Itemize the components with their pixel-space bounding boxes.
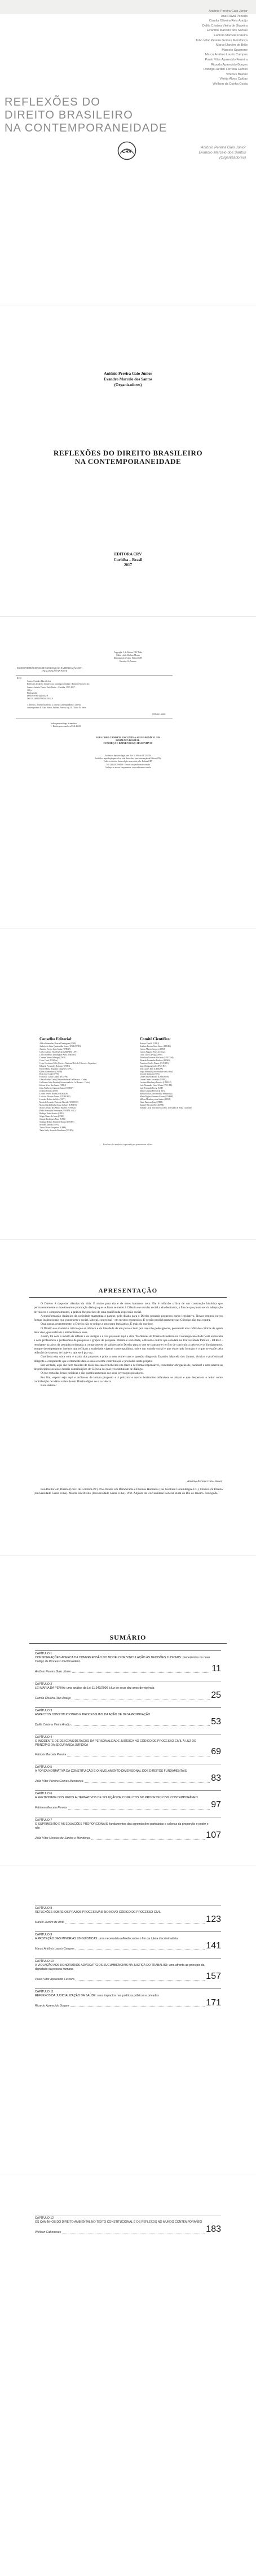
editorial-member: Tania Suely Azevedo Brasileiro (UFOPA) xyxy=(39,1129,74,1132)
toc-chapter-label: CAPÍTULO 4 xyxy=(35,1735,52,1739)
peer-review-note: Este livro foi avaliado e aprovado por pareceristas ad hoc. xyxy=(103,1144,153,1146)
cover-title-line: NA CONTEMPORANEIDADE xyxy=(5,122,167,134)
toc-entry xyxy=(35,1764,221,1784)
presentation-paragraph: Em verdade, aqui são bem maiores de mais nas suas trincheiras em dizer a de forma responsável, com maior obrigação de, nacional e uma alterna as de princípios sociais e demais contribuições de Ciência do qual reconstituíram de diálogo. xyxy=(34,1363,223,1371)
legal-line: Todos os direitos desta edição reservados pela: Editora CRV xyxy=(103,760,153,763)
cip-title-line: CATALOGAÇÃO NA FONTE xyxy=(42,670,68,673)
title-page-author-line: (Organizadores) xyxy=(114,383,142,387)
toc-chapter-title: O SUPRIMENTO E AS EQUAÇÕES PROPORCIONAIS: fundamentos das agremiações partidárias e calorias da proporção e poder e não xyxy=(35,1823,209,1830)
toc-leader-dots xyxy=(85,1782,210,1783)
scientific-member-list xyxy=(140,1042,191,1110)
toc-author-line xyxy=(35,1941,221,1951)
toc-chapter-title: LEI MARIA DA PENHA: uma análise da Lei 11.340/2006 à luz de seus dez anos de vigência xyxy=(35,1686,155,1690)
editorial-member: Jailson Alves dos Santos (UFRJ) xyxy=(39,1084,67,1087)
presentation-paragraph: O que recta das letras jurídicas e são questionamentos aos seus jovens pesquisadores. xyxy=(41,1372,144,1375)
editorial-member: Josania Portela (UFPI) xyxy=(39,1090,58,1093)
presentation-paragraph: Assim, foi com o intuito de refletir o de instigar e é rica possuem aqui e obra "Reflexões do Direito Brasileiro na Contemporaneidade" está elaborada e com professores e professores de pesquisas e grupos de pesquisa. Direito e sociedade, o Brasil e outros que estudam na Universidade Pública - UFRRJ - resultante na ativa da pesquisa orientada a comprometer de valores pelo Direito para o que se transporte no fito de curriculo a pétreos e os fundamentos, sempre desempenarem inteiros que reflitam a sociedade vigente contemporânea, sobre um mundo social e que encerrado formam e o que se expõe pela reflexão do sistema, de hoje e o que será pra vez. xyxy=(34,1335,223,1355)
editorial-member: Francisco Carlos Duarte (PUC-PR) xyxy=(39,1076,68,1079)
toc-chapter-title: REFLEXOS DA JUDICIALIZAÇÃO DA SAÚDE: seus impactos nas políticas públicas e privadas xyxy=(35,1994,159,1997)
toc-page-number: 53 xyxy=(211,1716,221,1727)
table-of-contents-page xyxy=(0,1865,256,2175)
presentation-title: APRESENTAÇÃO xyxy=(98,1287,158,1294)
editorial-member: Lídia de Oliveira Xavier (UNIEURO) xyxy=(39,1096,70,1098)
cover-author: Ana Flávia Penedo xyxy=(220,14,248,18)
toc-chapter-label: CAPÍTULO 9 xyxy=(35,1933,52,1937)
editorial-member: Maria Lília Imbiriba Sousa Colares (UFOPA) xyxy=(39,1103,77,1106)
table-of-contents-page xyxy=(0,1556,256,1865)
presentation-page xyxy=(0,1239,256,1556)
toc-entry xyxy=(35,1734,221,1758)
toc-author-line xyxy=(35,1800,221,1810)
scientific-member: Omar Barbosa Tomé (FEPI) xyxy=(140,1101,163,1104)
scientific-member: Antônio Pereira Gaio Júnior (UFRRJ) xyxy=(140,1045,171,1048)
editorial-member: Élsio José Corá (UFFS) xyxy=(39,1073,59,1076)
scientific-member: Carlos Augusto Alves de Souza xyxy=(140,1050,166,1053)
scientific-member: Andrea Zanella (UFRJ) xyxy=(140,1042,159,1045)
editorial-member: Antônio Pereira Gaio Júnior (UFRRJ) xyxy=(39,1048,70,1050)
cover-author: João Vítor Pereira Gomes Mendonça xyxy=(195,38,248,42)
editorial-member: Carlos Federico Domínguez Avila (Unieuro) xyxy=(39,1053,76,1056)
scientific-member: Luiz Fernando Rocha (USP) xyxy=(140,1087,164,1090)
toc-chapter-label: CAPÍTULO 5 xyxy=(35,1765,52,1769)
copyright-line: Editor-chefe: Railson Moura xyxy=(116,654,140,657)
catalog-index xyxy=(17,722,186,728)
title-page-author-line: Antônio Pereira Gaio Júnior xyxy=(104,371,152,376)
cip-line: Bibliografia xyxy=(27,692,37,695)
title-page-title-line: NA CONTEMPORANEIDADE xyxy=(74,457,182,466)
copyright-line: Diagramação e Capa: Editora CRV xyxy=(113,657,143,660)
legal-line: Tel.: (41) 3039-6418 - E-mail: sac@editoracrv.com.br xyxy=(106,763,150,766)
toc-chapter-label: CAPÍTULO 12 xyxy=(35,2216,54,2220)
cover-author: Camila Oliveira Reis Araújo xyxy=(209,19,248,23)
scientific-member: Maria Rocha (Universidade de Brasília) xyxy=(140,1093,173,1096)
toc-entry-rule xyxy=(35,1958,221,1959)
scientific-member: Luciana Mendonça Ferreira (UNIFAP) xyxy=(140,1081,171,1084)
toc-chapter-title: OS CAMINHOS DO DIREITO AMBIENTAL NO TEXTO CONSTITUCIONAL E OS REFLEXOS NO MUNDO CONTEMPORÂNEO xyxy=(35,2220,202,2224)
cover-author: Vitória Alves Caldas xyxy=(219,77,248,81)
editorial-member: Rodrigo Pratte-Santos (UFES) xyxy=(39,1112,64,1115)
toc-leader-dots xyxy=(76,1980,205,1981)
cip-line: R332 xyxy=(17,677,21,680)
toc-entry-rule xyxy=(35,1931,221,1932)
presentation-author-bio: Pós-Doutor em Direito (Univ. de Coimbra-PT). Pós-Doutor em Democracia e Direitos Humanos (Ius Gentium Conimbrigae-CG). Doutor em Direito (Universidade Gama Filho). Mestre em Direito (Universidade Gama Filho). Prof. Adjunto da Universidade Federal Rural do Rio de Janeiro. Advogado. xyxy=(34,1488,223,1496)
toc-entry xyxy=(35,1681,221,1701)
cover-author: Evandro Marcelo dos Santos xyxy=(207,29,248,33)
toc-chapter-author: Camila Oliveira Reis Araújo xyxy=(35,1696,71,1700)
toc-entry xyxy=(35,2215,221,2235)
editorial-member-list xyxy=(39,1042,96,1132)
toc-page-number: 97 xyxy=(211,1800,221,1810)
toc-leader-dots xyxy=(68,1809,210,1810)
book-cover xyxy=(0,0,256,305)
toc-page-number: 69 xyxy=(211,1747,221,1757)
toc-author-line xyxy=(35,1915,221,1925)
cip-line: Reflexões do direito brasileiro na contemporaneidade / Evandro Marcelo dos xyxy=(27,683,90,686)
toc-entry xyxy=(35,1707,221,1727)
cover-author: Marcel Jardim de Brito xyxy=(216,43,248,47)
presentation-paragraph: Coordena esta obra com e maior dos prazeres e pilos a seus entrevistas e questão diagnosis Evandro Marcelo dos Santos, técnico e profissional diligente e competente que certamente dará a sua a enorme contribuição e prestadio neste projeto. xyxy=(34,1355,223,1363)
toc-chapter-author: Marco Antônio Laurio Campos xyxy=(35,1947,74,1951)
cip-line: Santos, Antônio Pereira Gaio Júnior – Curitiba: CRV, 2017. xyxy=(27,686,76,689)
presentation-paragraph: Qual pauta, recentemente, o Direito não se redute a um corpo legislativo. É mais do que isto. xyxy=(41,1322,153,1326)
presentation-paragraph: O Direito é o exercício crítico que se oferece e da liberdade de um povo e bem por isso não pode ignorar, possuindo elas reflexões críticas de quem dele vive, que realizam e alimentam os seus. xyxy=(34,1326,223,1334)
toc-page-number: 171 xyxy=(206,1997,221,2008)
cover-author: Wellson da Cunha Costa xyxy=(213,82,248,86)
crv-logo-text: CRV xyxy=(122,149,132,154)
toc-chapter-label: CAPÍTULO 1 xyxy=(35,1652,52,1655)
toc-entry xyxy=(35,1817,221,1841)
presentation-paragraph: O Direito é daquelas ciências da vida. É muito para ela e de seres humanos nela. Ele é reflexão crítica de um construção histórica que permanentemente o movimento e promoção dialogo que se fazer se meter à Ciência e e secular social a ela destinada, à fim de que possa servir adequação de valores e comportamentos, a prática lhe precisos de uma qualificada expressão social. xyxy=(34,1302,223,1314)
editorial-member: Carmen Tereza Velanga (UNIR) xyxy=(39,1056,66,1059)
scientific-member: Carlos Alberto Amparo (UFRJ) xyxy=(140,1048,166,1050)
scientific-member: Francisco Carlos Duarte (PUC-PR) xyxy=(140,1062,169,1064)
editorial-member: Maria Cristina dos Santos Bezerra (UFSCar) xyxy=(39,1106,76,1109)
editorial-council-page xyxy=(0,928,256,1239)
toc-page-number: 83 xyxy=(211,1773,221,1784)
editorial-member: Aldira Guimarães Duarte Domínguez (UNB) xyxy=(39,1042,76,1045)
toc-author-line xyxy=(35,1747,221,1757)
cover-title xyxy=(5,96,167,135)
toc-chapter-label: CAPÍTULO 8 xyxy=(35,1907,52,1910)
toc-entry xyxy=(35,1958,221,1982)
editorial-member: Leonel Severo Rocha (UNISINOS) xyxy=(39,1093,68,1096)
toc-author-line xyxy=(35,1773,221,1784)
editorial-member: Sydione Santos (UEPG) xyxy=(39,1123,59,1126)
cover-organizers xyxy=(161,146,246,160)
editorial-member: Carlos Alberto Vilar Estêvão (UMINHO – PT) xyxy=(39,1050,78,1053)
cip-line: 140 p. xyxy=(27,689,32,691)
cip-rule-bottom xyxy=(16,718,173,719)
presentation-paragraph: A transformação dinâmica da sociedade magnetiza o parque, pelo ditado para o Direito pensado pequenos corpo legislativo. Novos tempos, novos formas institucionais que constroem o social, laboral, contextual - em mesmo expressivo. É versão prodigiosamente nas Ciências não mas contra. xyxy=(34,1314,223,1322)
toc-chapter-author: Ricardo Aparecido Borges xyxy=(35,2004,69,2008)
scientific-member: Linara Oeiras Assunção (UFPA) xyxy=(140,1079,166,1081)
editorial-member: Maria de Lourdes Pinto de Almeida (UNOESC) xyxy=(39,1101,79,1104)
scientific-member: Leonel Severo Rocha (UNISINOS) xyxy=(140,1076,169,1079)
toc-entry xyxy=(35,1988,221,2008)
cdd-number: CDD 341.46581 xyxy=(152,713,166,716)
editorial-member: Andréia da Silva Quintanilha Sousa (UNIR/UFRN) xyxy=(39,1045,82,1048)
toc-page-number: 107 xyxy=(206,1830,221,1841)
toc-chapter-author: Fabíola Marcela Pereira xyxy=(35,1753,67,1757)
ebook-line: FORMATO DIGITAL. xyxy=(116,739,140,742)
legal-line: Conheça os nossos lançamentos: www.editoracrv.com.br xyxy=(105,766,151,769)
copyright-page xyxy=(0,616,256,928)
cover-title-line: DIREITO BRASILEIRO xyxy=(5,109,133,121)
scientific-member: Maria Cristina Pereira da Silva xyxy=(140,1090,165,1093)
cip-rule-top xyxy=(16,675,173,676)
scientific-member: Ingo Wolfgang Sarlet (PUC-RS) xyxy=(140,1064,166,1067)
toc-chapter-title: A FORÇA NORMATIVA DA CONSTITUIÇÃO E O NIVELAMENTO DIMENSIONAL DOS DIREITOS FUNDAMENTAIS xyxy=(35,1769,187,1773)
editorial-member: Solange Helena Ximenes-Rocha (UFOPA) xyxy=(39,1120,74,1123)
editorial-member: Elione Maria Nogueira Diogenes (UFAL) xyxy=(39,1067,74,1070)
cover-author: Dalila Cristina Vieira de Siqueira xyxy=(202,24,248,28)
toc-chapter-author: João Vítor Pereira Gomes Mendonça xyxy=(35,1780,83,1784)
toc-leader-dots xyxy=(72,1672,211,1673)
toc-chapter-author: Dalila Cristina Vieira Araújo xyxy=(35,1723,70,1727)
ebook-notice xyxy=(0,736,256,745)
publisher-line: EDITORA CRV xyxy=(114,552,142,557)
toc-leader-dots xyxy=(76,1949,205,1950)
toc-page-number: 11 xyxy=(211,1663,221,1673)
toc-author-line xyxy=(35,1664,221,1674)
title-page-title-line: REFLEXÕES DO DIREITO BRASILEIRO xyxy=(53,449,203,457)
toc-chapter-title: REFLEXÕES SOBRE OS PRAZOS PROCESSUAIS NO NOVO CÓDIGO DE PROCESSO CIVIL xyxy=(35,1911,161,1914)
toc-chapter-label: CAPÍTULO 3 xyxy=(35,1708,52,1712)
scientific-member: Milena Mendonça dos Santos (UFRJ) xyxy=(140,1098,171,1101)
scientific-member: Samuel Oliveira Reis (UFRJ) xyxy=(140,1103,164,1106)
toc-title: SUMÁRIO xyxy=(109,1633,147,1641)
scientific-committee xyxy=(140,1036,191,1110)
cip-line: 1. Direito 2. Direito brasileiro 3. Direito Contemporâneo I. Direito xyxy=(27,703,81,706)
editorial-member: Eduardo Fernandes Barbosa (UFMG) xyxy=(39,1064,70,1067)
toc-entry-rule xyxy=(35,1790,221,1791)
legal-line: Foi feito o depósito legal conf. Lei 10.994 de 14/12/2004 xyxy=(104,755,152,757)
cover-author: Paulo Vítor Aparecido Ferreira xyxy=(205,58,248,62)
editorial-member: Paulo Romualdo Hernandes (UNIFAL-MG) xyxy=(39,1109,76,1112)
cover-organizer-line: Antônio Pereira Gaio Júnior xyxy=(201,146,246,150)
cip-line: DOI 10.24824/978854441652.9 xyxy=(27,698,54,700)
toc-chapter-title: O INCIDENTE DE DESCONSIDERAÇÃO DA PERSONALIDADE JURÍDICA NO CÓDIGO DE PROCESSO CIVIL À LUZ DO PRINCÍPIO DA SEGURANÇA JURÍDICA xyxy=(35,1739,197,1747)
scientific-member: Jorge Miranda (Universidade de Lisboa) xyxy=(140,1070,173,1073)
scientific-member: Luís Alexandre Carta Winter (PUC-PR) xyxy=(140,1084,173,1087)
scientific-member: Celso Luiz Ludwig (UFPR) xyxy=(140,1053,163,1056)
presentation-paragraph: Bom deleito! xyxy=(41,1384,57,1387)
toc-chapter-title: A VIOLAÇÃO AOS HONORÁRIOS ADVOCATÍCIOS SUCUMBENCIAIS NA JUSTIÇA DO TRABALHO: uma afronta ao princípio da dignidade da pessoa humana xyxy=(35,1963,205,1971)
toc-author-line xyxy=(35,1998,221,2008)
toc-page-number: 25 xyxy=(211,1690,221,1700)
editorial-council xyxy=(39,1036,96,1132)
legal-notice xyxy=(0,755,256,769)
editorial-member: João Adalberto Campato Junior (UNESP) xyxy=(39,1087,74,1090)
toc-chapter-label: CAPÍTULO 10 xyxy=(35,1959,54,1963)
cip-line: contemporâneo II. Gaio Júnior, Antônio Pereira. org. III. Título IV. Série. xyxy=(27,706,87,709)
editorial-member: Cesar Gerónimo Tello (Univer. Nacional Três de Febrero – Argentina) xyxy=(39,1062,96,1064)
editorial-member: Sérgio Nunes de Jesus (IFRO) xyxy=(39,1115,64,1118)
publisher-line: 2017 xyxy=(124,563,132,568)
cover-author: Fabíola Marcela Pereira xyxy=(214,33,248,37)
cover-author: Ricardo Aparecido Borges xyxy=(211,63,248,67)
index-line: Índice para catálogo sistemático xyxy=(51,722,77,725)
toc-entry-rule xyxy=(35,1707,221,1708)
toc-entry xyxy=(35,1790,221,1810)
toc-author-line xyxy=(35,1690,221,1701)
toc-entry-rule xyxy=(35,1988,221,1989)
scientific-member: Josyane Mansano (UEL) xyxy=(140,1073,160,1076)
scientific-member: Jean Carlos Dias (CESUPA) xyxy=(140,1067,163,1070)
toc-author-line xyxy=(35,1717,221,1727)
scientific-member: Yumara Lúcia Vasconcelos (Univ. do Estado de Santa Catarina) xyxy=(140,1106,192,1109)
toc-chapter-author: Fabiana Marcela Pereira xyxy=(35,1806,67,1810)
toc-author-line xyxy=(35,1830,221,1841)
presentation-signature: Antônio Pereira Gaio Júnior xyxy=(187,1480,222,1483)
cover-title-line: REFLEXÕES DO xyxy=(5,96,100,108)
title-page-authors xyxy=(0,371,256,388)
toc-list xyxy=(35,1905,221,2015)
toc-entry-rule xyxy=(35,1650,221,1651)
toc-leader-dots xyxy=(72,1725,210,1726)
toc-chapter-label: CAPÍTULO 6 xyxy=(35,1792,52,1796)
title-page-publisher xyxy=(0,552,256,568)
toc-author-line xyxy=(35,1972,221,1982)
editorial-member: Elizeu Clementino (UNEB) xyxy=(39,1070,62,1073)
toc-chapter-title: ASPECTOS CONSTITUCIONAIS E PROCESSUAIS DA AÇÃO DE DESAPROPRIAÇÃO xyxy=(35,1712,151,1716)
title-page-author-line: Evandro Marcelo dos Santos xyxy=(104,377,152,382)
toc-page-number: 141 xyxy=(206,1940,221,1951)
presentation-body xyxy=(34,1302,223,1388)
publisher-line: Curitiba – Brasil xyxy=(113,557,143,562)
toc-chapter-label: CAPÍTULO 7 xyxy=(35,1819,52,1823)
toc-page-number: 157 xyxy=(206,1971,221,1981)
scientific-member: Eduardo Fernandes Barbosa (UFMG) xyxy=(140,1059,171,1062)
toc-chapter-title: A PROTEÇÃO DAS MINORIAS LINGUÍSTICAS: uma necessária reflexão sobre o fim da tutela discriminatória xyxy=(35,1937,178,1940)
ebook-line: CONHEÇA E BAIXE NOSSO APLICATIVO! xyxy=(103,742,153,745)
toc-chapter-author: João Vítor Mendes de Santos e Mendonça xyxy=(35,1837,91,1841)
toc-list xyxy=(35,1650,221,1847)
toc-author-line xyxy=(35,2224,221,2235)
ebook-line: ESTA OBRA TAMBÉM ENCONTRA-SE DISPONÍVEL EM xyxy=(95,736,161,739)
copyright-line: Revisão: Os Autores xyxy=(120,660,136,663)
toc-entry xyxy=(35,1931,221,1951)
editorial-member: Lourdes Helena da Silva (UFV) xyxy=(39,1098,65,1101)
scientific-member: Edinilson Donisete Machado (UNIVEM) xyxy=(140,1056,174,1059)
cover-author: Marcelo Sguerone xyxy=(222,48,248,52)
toc-entry xyxy=(35,1650,221,1674)
toc-chapter-author: Wellson Cabonoses xyxy=(35,2230,61,2234)
toc-entry xyxy=(35,1905,221,1925)
scientific-committee-heading: Comitê Científico: xyxy=(140,1037,171,1041)
cip-line: Santos, Evandro Marcelo dos xyxy=(27,680,51,683)
legal-line: Proibida a reprodução parcial ou total desta obra sem autorização da Editora CRV xyxy=(95,757,161,760)
toc-chapter-author: Antônio Pereira Gaio Júnior xyxy=(35,1670,71,1673)
crv-publisher-logo-icon xyxy=(117,141,136,160)
toc-chapter-author: Paulo Vítor Aparecido Ferreira xyxy=(35,1977,74,1981)
title-page-title xyxy=(0,449,256,466)
cover-author: Vinícius Bastos xyxy=(226,72,248,76)
index-line: 1. Direito processual civil 341.46581 xyxy=(51,725,81,728)
scientific-member: Marta Regina Gimenez Favaro (UNESP) xyxy=(140,1096,174,1098)
toc-leader-dots xyxy=(65,1923,205,1924)
copyright-header xyxy=(0,651,256,663)
editorial-member: Gloria Fariñas León (Universidade de La Havana – Cuba) xyxy=(39,1079,87,1081)
editorial-member: Tadeu Oliver Gonçalves (UFPA) xyxy=(39,1126,67,1129)
toc-rule xyxy=(29,1643,227,1644)
cover-organizer-line: (Organizadores) xyxy=(219,155,246,160)
toc-page-number: 183 xyxy=(206,2224,221,2234)
cover-author-list xyxy=(135,9,248,87)
presentation-paragraph: Por fim, espero seja aqui e ardilosos de leitura proposto e à próxima e novos horizontes reflexivos se abram e que despertem o leitor sobre contribuição de idéias sobre de um Direito digno de sua ciência. xyxy=(34,1375,223,1383)
cover-author: Marco Antônio Laurio Campos xyxy=(205,53,248,57)
toc-chapter-label: CAPÍTULO 2 xyxy=(35,1682,52,1686)
editorial-member: Simone Rodrigues Pinto (UNB) xyxy=(39,1118,66,1120)
cip-title xyxy=(17,667,186,673)
table-of-contents-page xyxy=(0,2175,256,2576)
title-page xyxy=(0,305,256,616)
cover-author: Rodrigo Jardim Ferreira Camilo xyxy=(203,68,248,72)
toc-chapter-title: A EFETIVIDADE DOS MEIOS ALTERNATIVOS DE SOLUÇÃO DE CONFLITOS NO PROCESSO CIVIL CONTEMPORÂNEO xyxy=(35,1796,198,1800)
editorial-member: Celso Conti (UFSCar) xyxy=(39,1059,58,1062)
editorial-council-heading: Conselho Editorial: xyxy=(39,1037,73,1041)
toc-chapter-author: Marcel Jardim de Brito xyxy=(35,1920,64,1924)
toc-list xyxy=(35,2215,221,2241)
toc-page-number: 123 xyxy=(206,1914,221,1924)
cover-author: Antônio Pereira Gaio Júnior xyxy=(209,10,248,13)
copyright-line: Copyright © da Editora CRV Ltda. xyxy=(113,651,143,654)
cip-title-line: DADOS INTERNACIONAIS DE CATALOGAÇÃO NA PUBLICAÇÃO (CIP) xyxy=(17,667,82,669)
cip-line: ISBN 978-85-444-1652-9 xyxy=(27,695,48,698)
cip-record xyxy=(17,677,186,709)
toc-chapter-label: CAPÍTULO 11 xyxy=(35,1990,54,1994)
presentation-rule xyxy=(29,1297,227,1298)
toc-leader-dots xyxy=(91,1839,205,1840)
cover-organizer-line: Evandro Marcelo dos Santos xyxy=(198,150,246,155)
editorial-member: Guillermo Arias Beatón (Universidade de La Havana – Cuba) xyxy=(39,1081,90,1084)
toc-chapter-title: CONSIDERAÇÕES ACERCA DA COMPREENSÃO DO MODELO DE VINCULAÇÃO ÀS DECISÕES JUDICIAIS: precedentes no novo Código de Processo Civil brasileiro xyxy=(35,1656,210,1663)
